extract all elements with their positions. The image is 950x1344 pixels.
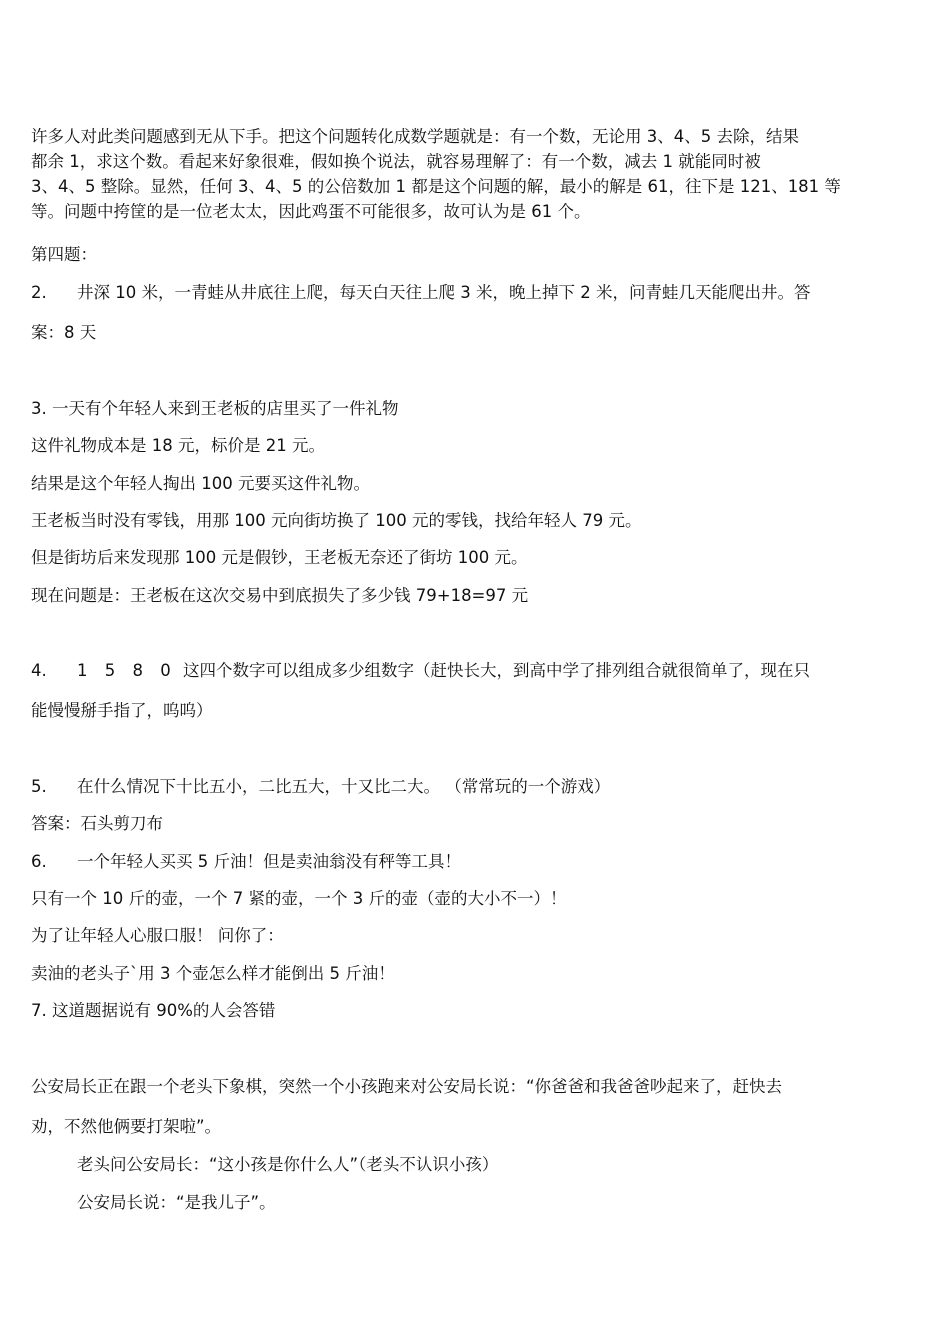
question-text: 井深 10 米，一青蛙从井底往上爬，每天白天往上爬 3 米，晚上掉下 2 米，问青蛙几天能爬出井。答: [77, 283, 811, 302]
question-6-line-3: 为了让年轻人心服口服！ 问你了：: [31, 926, 284, 945]
question-6-line-2: 只有一个 10 斤的壶，一个 7 紧的壶，一个 3 斤的壶（壶的大小不一）！: [31, 889, 567, 908]
question-7-para-2: 劝，不然他俩要打架啦”。: [31, 1117, 222, 1136]
question-7-para-1: 公安局长正在跟一个老头下象棋，突然一个小孩跑来对公安局长说：“你爸爸和我爸爸吵起来了，赶快去: [31, 1077, 783, 1096]
question-number: 2.: [31, 283, 47, 302]
question-4-line-2: 能慢慢掰手指了，呜呜）: [31, 701, 213, 720]
question-3-line-5: 但是街坊后来发现那 100 元是假钞，王老板无奈还了街坊 100 元。: [31, 548, 528, 567]
question-text: 在什么情况下十比五小，二比五大，十又比二大。 （常常玩的一个游戏）: [77, 777, 611, 796]
intro-line-4: 等。问题中挎筐的是一位老太太，因此鸡蛋不可能很多，故可认为是 61 个。: [31, 202, 591, 221]
question-7-line-1: 7. 这道题据说有 90%的人会答错: [31, 1001, 276, 1020]
question-4: [31, 660, 810, 682]
question-5: [31, 776, 610, 798]
question-text: 一个年轻人买买 5 斤油！但是卖油翁没有秤等工具！: [77, 852, 461, 871]
question-2: [31, 282, 810, 304]
intro-line-2: 都余 1，求这个数。看起来好象很难，假如换个说法，就容易理解了：有一个数，减去 1 就能同时被: [31, 152, 761, 171]
question-6-line-4: 卖油的老头子`用 3 个壶怎么样才能倒出 5 斤油！: [31, 964, 395, 983]
question-digits: 1 5 8 0: [77, 661, 177, 680]
question-7-para-3: 老头问公安局长：“这小孩是你什么人”（老头不认识小孩）: [77, 1155, 499, 1174]
intro-line-1: 许多人对此类问题感到无从下手。把这个问题转化成数学题就是：有一个数，无论用 3、4、5 去除，结果: [31, 127, 799, 146]
question-3-line-3: 结果是这个年轻人掏出 100 元要买这件礼物。: [31, 474, 370, 493]
question-5-answer: 答案：石头剪刀布: [31, 814, 163, 833]
intro-line-3: 3、4、5 整除。显然，任何 3、4、5 的公倍数加 1 都是这个问题的解，最小的解是 61，往下是 121、181 等: [31, 177, 841, 196]
question-number: 5.: [31, 777, 47, 796]
question-2-answer: 案：8 天: [31, 323, 97, 342]
question-3-line-2: 这件礼物成本是 18 元，标价是 21 元。: [31, 436, 325, 455]
question-text: 这四个数字可以组成多少组数字（赶快长大，到高中学了排列组合就很简单了，现在只: [183, 661, 810, 680]
question-3-line-4: 王老板当时没有零钱，用那 100 元向街坊换了 100 元的零钱，找给年轻人 79 元。: [31, 511, 642, 530]
question-7-para-4: 公安局长说：“是我儿子”。: [77, 1193, 276, 1212]
question-3-line-6: 现在问题是：王老板在这次交易中到底损失了多少钱 79+18=97 元: [31, 586, 529, 605]
question-3-line-1: 3. 一天有个年轻人来到王老板的店里买了一件礼物: [31, 399, 399, 418]
question-number: 6.: [31, 852, 47, 871]
question-6: [31, 851, 461, 873]
question-number: 4.: [31, 661, 47, 680]
section-heading: 第四题：: [31, 245, 97, 264]
